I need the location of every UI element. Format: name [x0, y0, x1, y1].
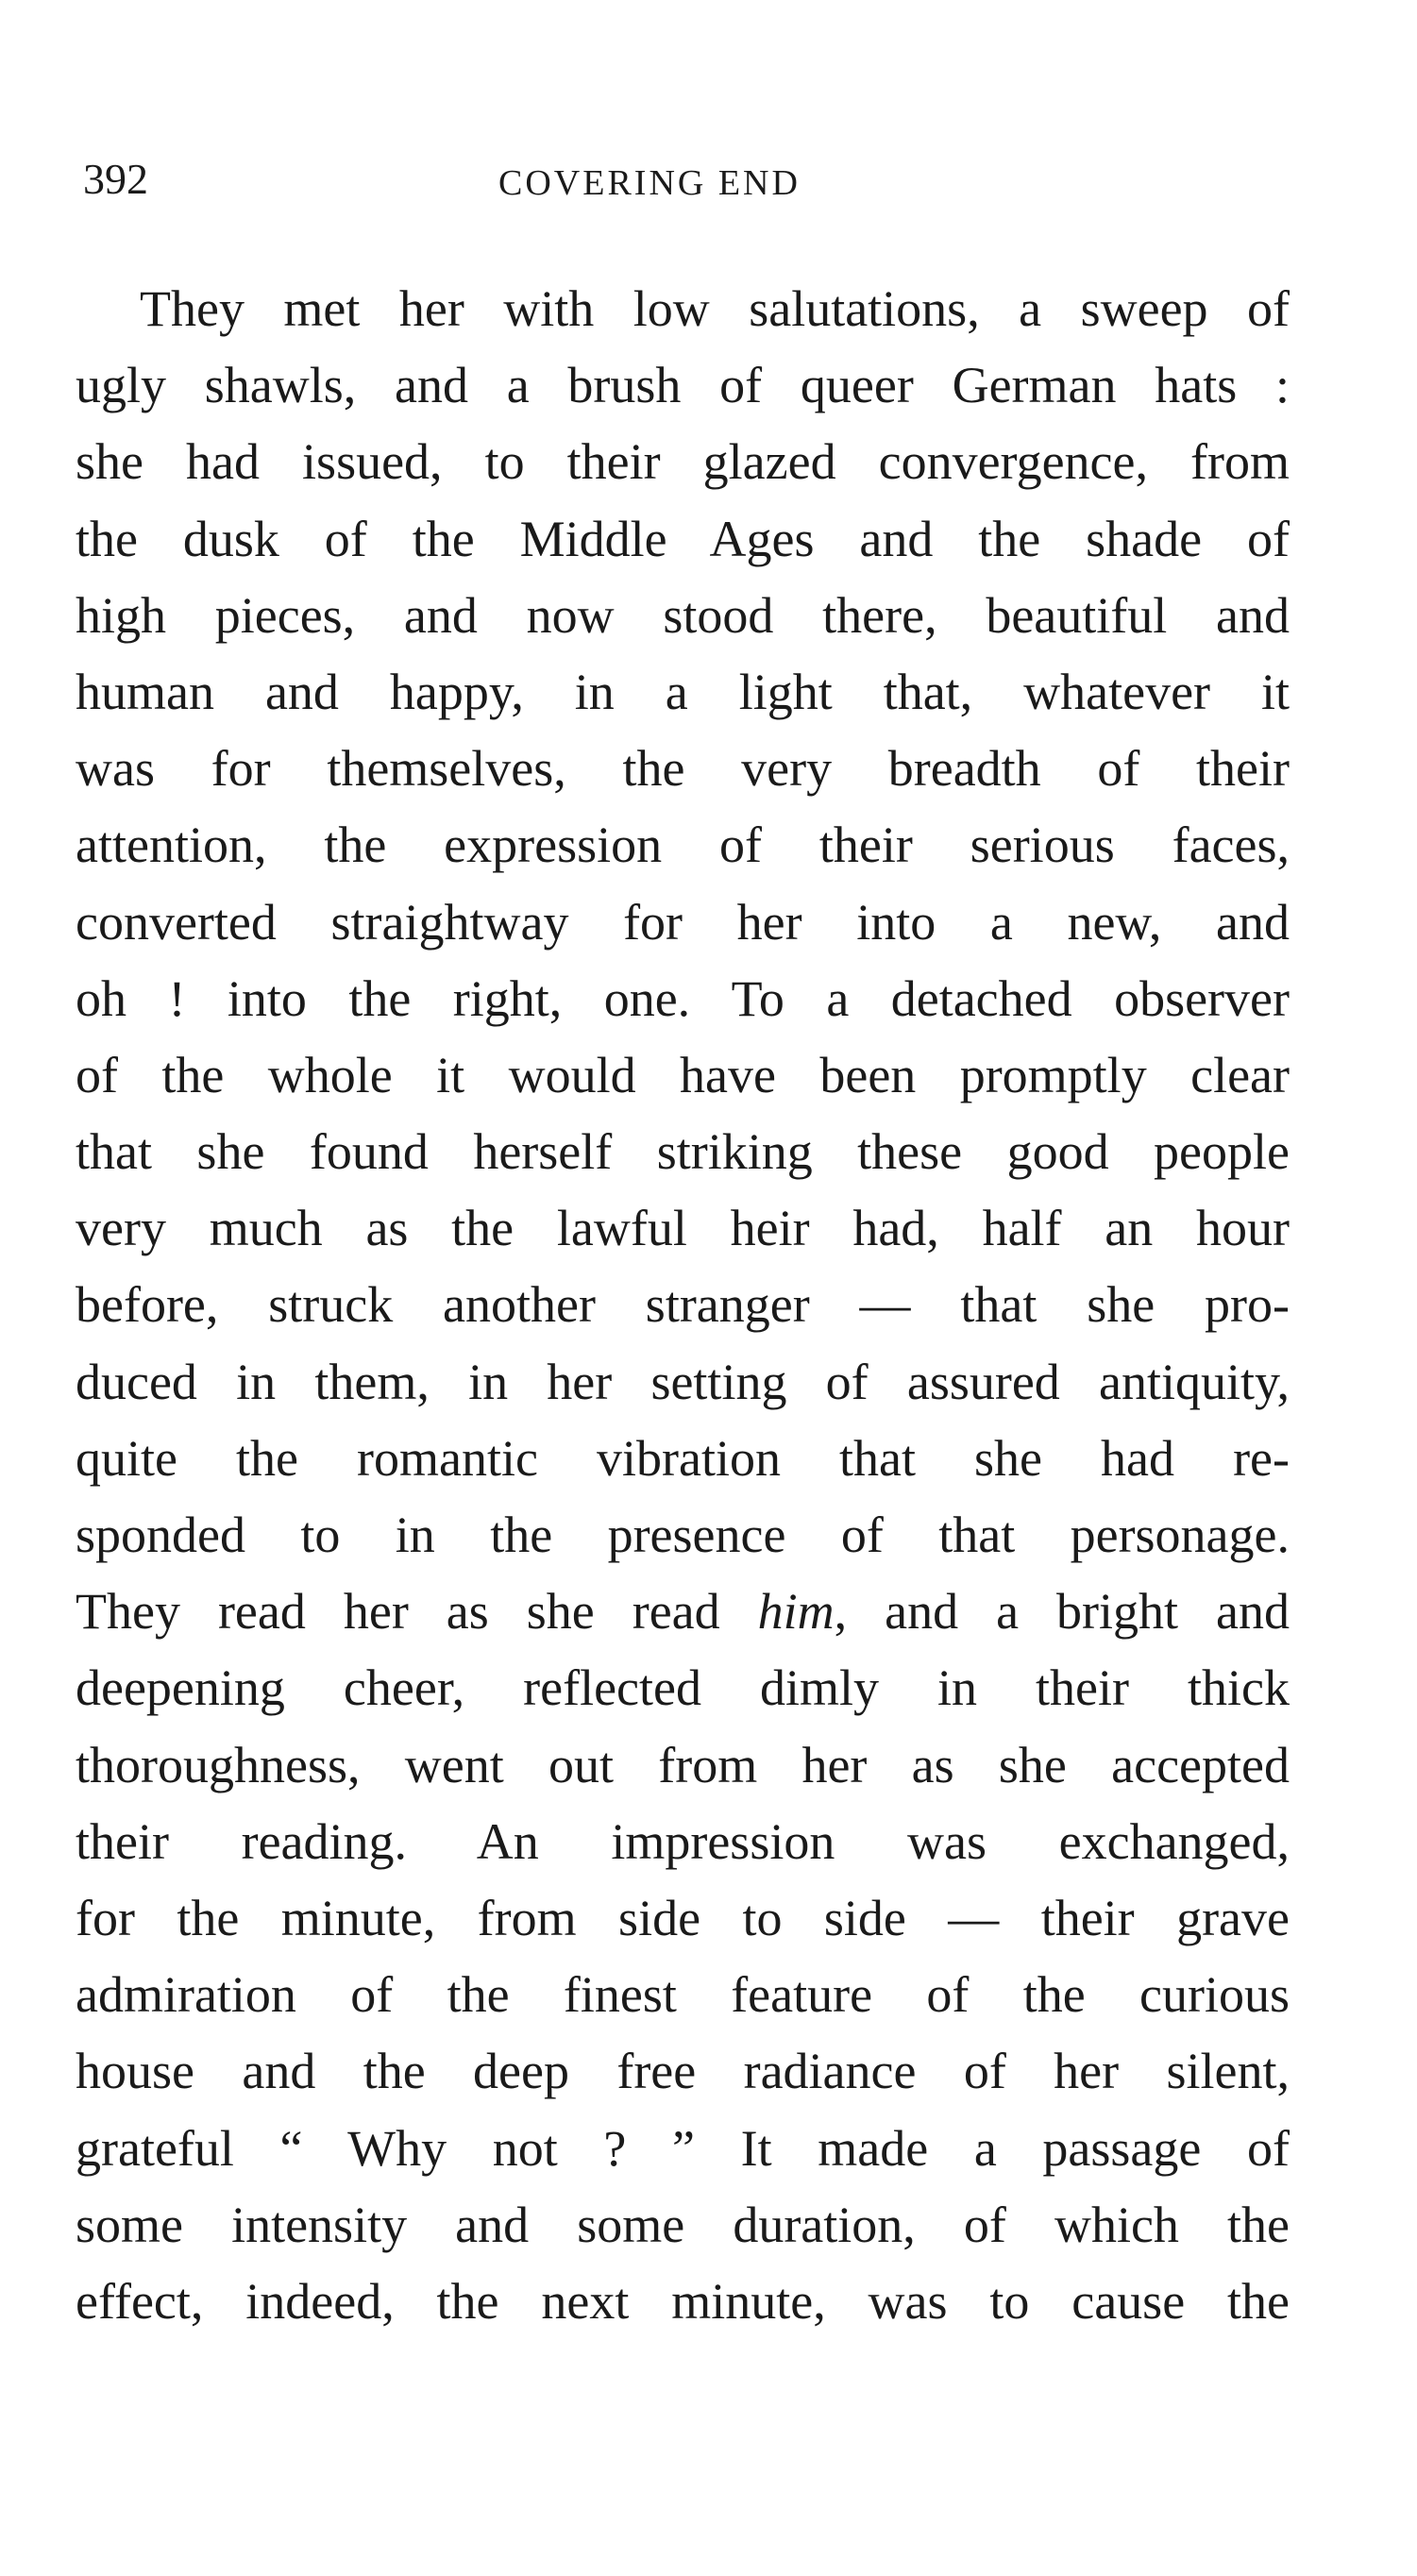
page-number: 392 — [83, 155, 148, 203]
text-line: very much as the lawful heir had, half an hour — [76, 1200, 1290, 1257]
text-line-with-emphasis — [76, 1574, 1290, 1650]
text-line: sponded to in the presence of that personage. — [76, 1507, 1290, 1563]
text-line: for the minute, from side to side — their grave — [76, 1889, 1290, 1946]
text-line: was for themselves, the very breadth of their — [76, 740, 1290, 798]
text-line: their reading. An impression was exchanged, — [76, 1812, 1290, 1870]
text-line: attention, the expression of their serious faces, — [76, 817, 1290, 874]
emphasized-word: him — [757, 1583, 835, 1641]
text-line: admiration of the finest feature of the curious — [76, 1966, 1290, 2024]
text-line: duced in them, in her setting of assured antiquity, — [76, 1353, 1290, 1410]
text-line: high pieces, and now stood there, beautiful and — [76, 586, 1290, 644]
line-segment: They read her as she read — [76, 1583, 758, 1641]
line-segment: , and a bright and — [834, 1583, 1290, 1641]
running-title: COVERING END — [498, 163, 801, 203]
body-text — [76, 271, 1290, 2340]
text-line: the dusk of the Middle Ages and the shade of — [76, 510, 1290, 567]
text-line: They met her with low salutations, a sweep of — [140, 280, 1290, 337]
text-line: effect, indeed, the next minute, was to cause the — [76, 2272, 1290, 2330]
text-line: some intensity and some duration, of which the — [76, 2196, 1290, 2253]
text-line: converted straightway for her into a new, and — [76, 893, 1290, 951]
text-line: thoroughness, went out from her as she accepted — [76, 1736, 1290, 1793]
text-line: she had issued, to their glazed convergence, from — [76, 433, 1290, 491]
text-line: deepening cheer, reflected dimly in their thick — [76, 1659, 1290, 1717]
text-line: human and happy, in a light that, whatever it — [76, 663, 1290, 720]
text-line: of the whole it would have been promptly clear — [76, 1046, 1290, 1103]
text-line: before, struck another stranger — that she pro- — [76, 1276, 1290, 1334]
text-line: oh ! into the right, one. To a detached observer — [76, 969, 1290, 1027]
page-header — [83, 151, 1291, 208]
text-line: quite the romantic vibration that she had re- — [76, 1429, 1290, 1487]
text-line: that she found herself striking these good people — [76, 1123, 1290, 1181]
text-line: ugly shawls, and a brush of queer German hats : — [76, 357, 1290, 414]
text-line: grateful “ Why not ? ” It made a passage of — [76, 2119, 1290, 2177]
text-line: house and the deep free radiance of her silent, — [76, 2043, 1290, 2100]
